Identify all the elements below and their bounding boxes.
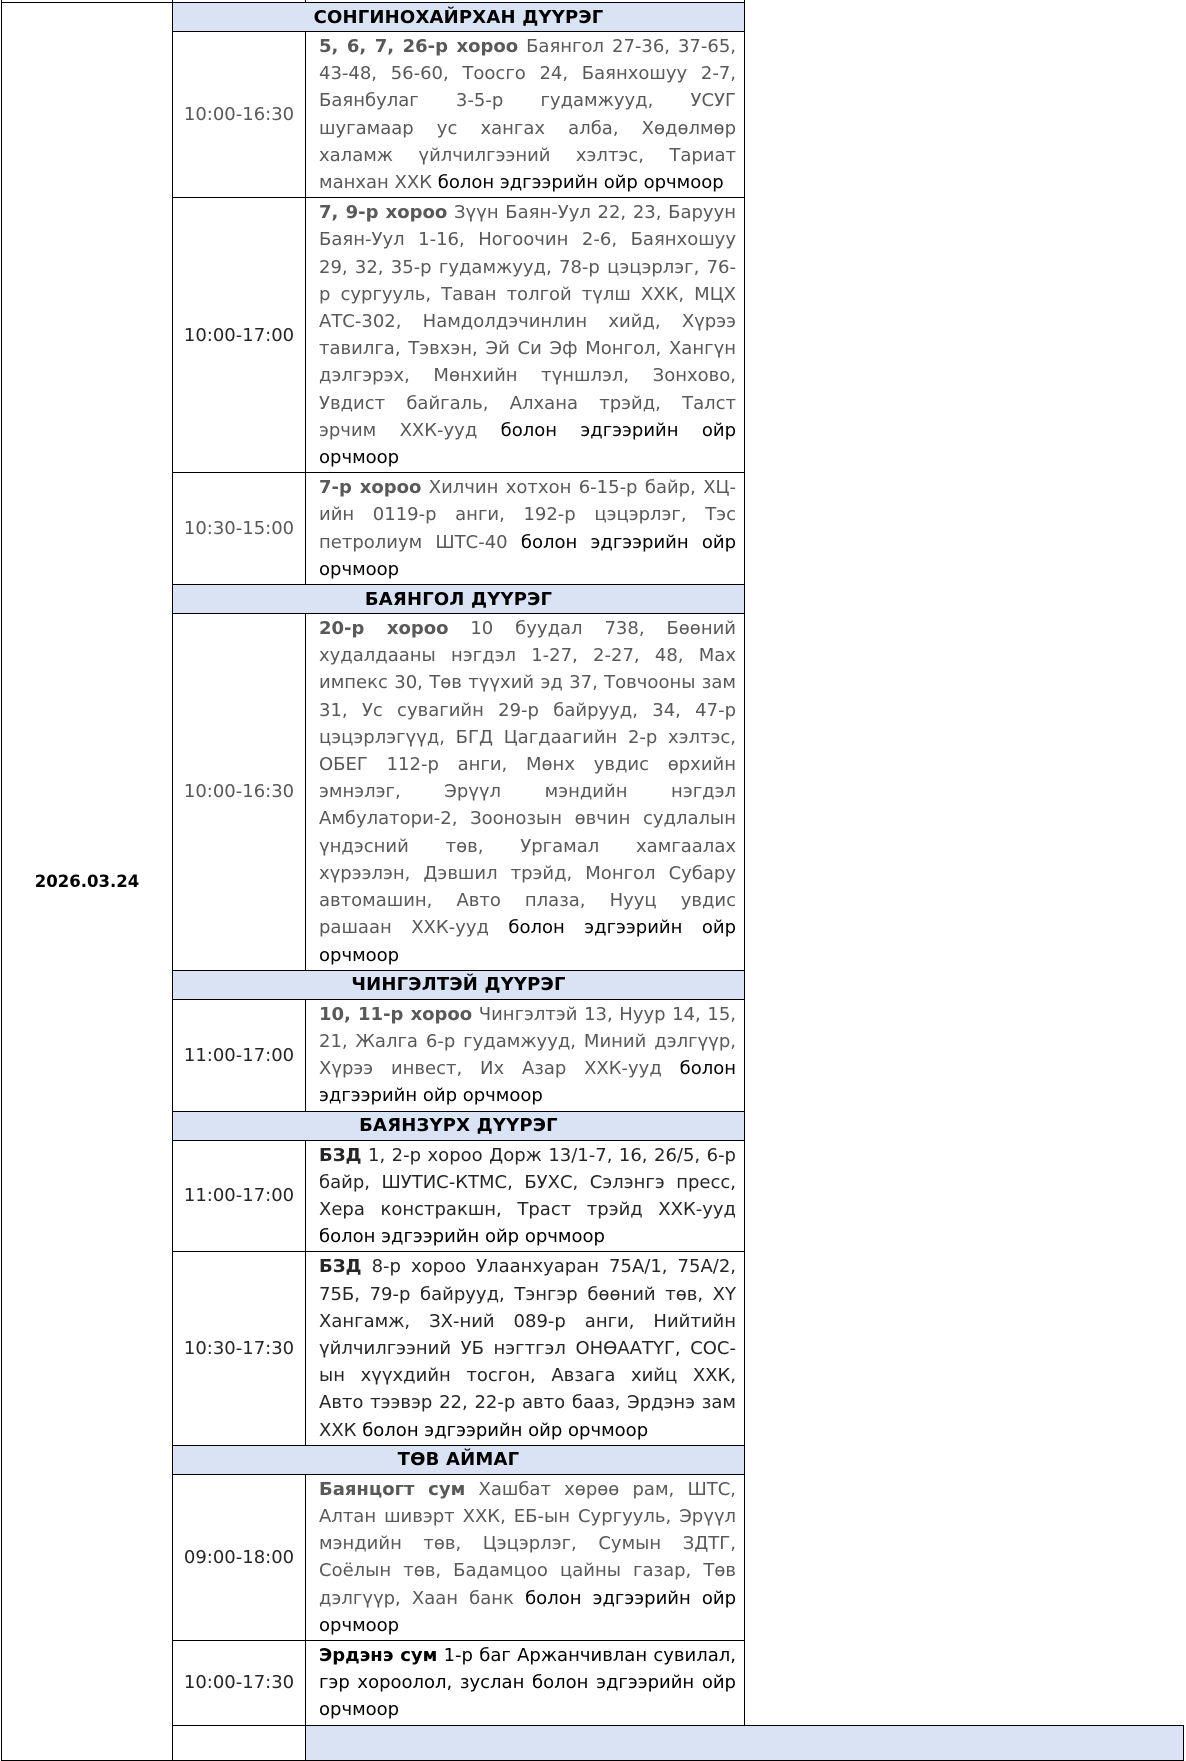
area-lead: БЗД: [319, 1256, 362, 1278]
district-header-chingeltei: ЧИНГЭЛТЭЙ ДҮҮРЭГ: [173, 970, 745, 999]
district-row: [2, 1445, 1184, 1474]
area-tail: болон эдгээрийн ойр орчмоор: [319, 1672, 736, 1721]
table-row-next: [2, 1725, 1184, 1760]
table-row: [2, 1474, 1184, 1640]
area-text: Хашбат хөрөө рам, ШТС, Алтан шивэрт ХХК, ЕБ-ын Сургууль, Эрүүл мэндийн төв, Цэцэрлэг, Сумын ЗДТГ, Соёлын төв, Бадамцоо цайны газар, Төв дэлгүүр, Хаан банк: [319, 1478, 736, 1609]
time-cell: 10:00-16:30: [173, 32, 306, 198]
table-row: [2, 1140, 1184, 1252]
area-tail: болон эдгээрийн ойр орчмоор: [319, 419, 736, 469]
district-row: [2, 3, 1184, 32]
time-cell: 10:00-17:30: [173, 1640, 306, 1725]
area-tail: болон эдгээрийн ойр орчмоор: [319, 1226, 605, 1248]
table-row: [2, 473, 1184, 585]
area-tail: болон эдгээрийн ойр орчмоор: [319, 1587, 736, 1636]
area-lead: Баянцогт сум: [319, 1478, 466, 1500]
area-lead: Эрдэнэ сум: [319, 1644, 438, 1666]
time-cell: 11:00-17:00: [173, 999, 306, 1111]
area-tail: болон эдгээрийн ойр орчмоор: [319, 1058, 736, 1107]
area-text: 1-р баг Аржанчивлан сувилал, гэр хороолол, зуслан: [319, 1644, 736, 1694]
date-cell-next: [173, 1725, 306, 1760]
district-row: [2, 1111, 1184, 1140]
description-cell: [306, 198, 745, 473]
district-header-bayanzurkh: БАЯНЗҮРХ ДҮҮРЭГ: [173, 1111, 745, 1140]
description-cell: [306, 32, 745, 198]
date-cell: 2026.03.24: [2, 3, 173, 1761]
district-header-tuv-aimag: ТӨВ АЙМАГ: [173, 1445, 745, 1474]
time-cell: 10:30-17:30: [173, 1252, 306, 1445]
description-cell: [306, 1640, 745, 1725]
description-cell: [306, 614, 745, 971]
area-text: 1, 2-р хороо Дорж 13/1-7, 16, 26/5, 6-р байр, ШУТИС-КТМС, БУХС, Сэлэнгэ пресс, Хера констракшн, Траст трэйд ХХК-ууд: [319, 1144, 736, 1220]
description-cell: [306, 1140, 745, 1252]
description-cell: [306, 1252, 745, 1445]
area-text: 8-р хороо Улаанхуаран 75А/1, 75А/2, 75Б, 79-р байрууд, Тэнгэр бөөний төв, ХҮ Хангамж, ЗХ-ний 089-р анги, Нийтийн үйлчилгээний УБ нэгтгэл ОНӨААТҮГ, СОС-ын хүүхдийн тосгон, Авзага хийц ХХК, Авто тээвэр 22, 22-р авто бааз, Эрдэнэ зам ХХК: [319, 1256, 736, 1441]
table-row: [2, 1640, 1184, 1725]
area-lead: 5, 6, 7, 26-р хороо: [319, 36, 519, 57]
district-header-bayangol: БАЯНГОЛ ДҮҮРЭГ: [173, 585, 745, 614]
table-row: [2, 614, 1184, 971]
area-text: Чингэлтэй 13, Нуур 14, 15, 21, Жалга 6-р гудамжууд, Миний дэлгүүр, Хүрээ инвест, Их Азар ХХК-ууд: [319, 1003, 736, 1080]
description-cell: [306, 999, 745, 1111]
table-row: [2, 198, 1184, 473]
time-cell: 09:00-18:00: [173, 1474, 306, 1640]
time-cell: 10:00-16:30: [173, 614, 306, 971]
area-text: Баянгол 27-36, 37-65, 43-48, 56-60, Тоосго 24, Баянхошуу 2-7, Баянбулаг 3-5-р гудамжууд, УСУГ шугамаар ус хангах алба, Хөдөлмөр халамж үйлчилгээний хэлтэс, Тариат манхан ХХК: [319, 36, 736, 194]
power-outage-schedule-table: [1, 0, 1184, 1761]
description-cell: [306, 1474, 745, 1640]
area-text: Хилчин хотхон 6-15-р байр, ХЦ-ийн 0119-р анги, 192-р цэцэрлэг, Тэс петролиум ШТС-40: [319, 477, 736, 553]
area-text: 10 буудал 738, Бөөний худалдааны нэгдэл 1-27, 2-27, 48, Мах импекс 30, Төв түүхий эд 37, Товчооны зам 31, Ус сувагийн 29-р байрууд, 34, 47-р цэцэрлэгүүд, БГД Цагдаагийн 2-р хэлтэс, ОБЕГ 112-р анги, Мөнх увдис өрхийн эмнэлэг, Эрүүл мэндийн нэгдэл Амбулатори-2, Зоонозын өвчин судлалын үндэсний төв, Ургамал хамгаалах хүрээлэн, Дэвшил трэйд, Монгол Субару автомашин, Авто плаза, Нууц увдис рашаан ХХК-ууд: [319, 618, 736, 939]
description-cell: [306, 473, 745, 585]
time-cell: 11:00-17:00: [173, 1140, 306, 1252]
time-cell: 10:30-15:00: [173, 473, 306, 585]
area-tail: болон эдгээрийн ойр орчмоор: [319, 917, 736, 966]
area-lead: 7, 9-р хороо: [319, 202, 448, 224]
district-row: [2, 585, 1184, 614]
area-lead: 7-р хороо: [319, 477, 422, 499]
area-tail: болон эдгээрийн ойр орчмоор: [362, 1419, 649, 1441]
time-cell: 10:00-17:00: [173, 198, 306, 473]
area-lead: 10, 11-р хороо: [319, 1003, 473, 1025]
area-tail: болон эдгээрийн ойр орчмоор: [319, 531, 736, 580]
district-header-next: [306, 1725, 1184, 1760]
district-header-songinokhairkhan: СОНГИНОХАЙРХАН ДҮҮРЭГ: [173, 3, 745, 32]
area-lead: БЗД: [319, 1144, 362, 1166]
table-row: [2, 999, 1184, 1111]
area-text: Зүүн Баян-Уул 22, 23, Баруун Баян-Уул 1-16, Ногоочин 2-6, Баянхошуу 29, 32, 35-р гудамжууд, 78-р цэцэрлэг, 76-р сургууль, Таван толгой түлш ХХК, МЦХ АТС-302, Намдолдэчинлин хийд, Хүрээ тавилга, Тэвхэн, Эй Си Эф Монгол, Хангүн дэлгэрэх, Мөнхийн түншлэл, Зонхово, Увдист байгаль, Алхана трэйд, Талст эрчим ХХК-ууд: [319, 202, 736, 441]
area-tail: болон эдгээрийн ойр орчмоор: [437, 172, 724, 194]
table-row: [2, 32, 1184, 198]
district-row: [2, 970, 1184, 999]
area-lead: 20-р хороо: [319, 618, 449, 640]
table-row: [2, 1252, 1184, 1445]
